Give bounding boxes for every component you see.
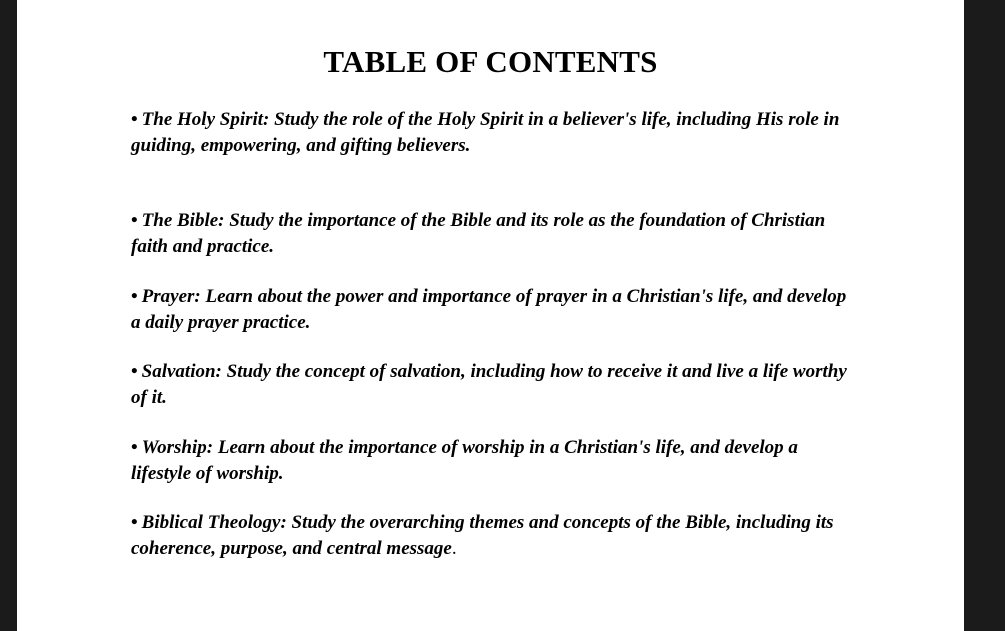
- toc-entry-text: Worship: Learn about the importance of worship in a Christian's life, and develop a lifestyle of worship.: [131, 437, 798, 484]
- toc-entry-period: .: [451, 538, 457, 559]
- toc-entry: [131, 435, 851, 487]
- toc-entry-text: Salvation: Study the concept of salvation, including how to receive it and live a life worthy of it.: [131, 361, 847, 408]
- toc-entry: [131, 284, 851, 336]
- bullet-icon: •: [131, 361, 138, 382]
- bullet-icon: •: [131, 109, 138, 130]
- toc-entry-text: Prayer: Learn about the power and importance of prayer in a Christian's life, and develop a daily prayer practice.: [131, 286, 847, 333]
- toc-entry-text: Biblical Theology: Study the overarching themes and concepts of the Bible, including its coherence, purpose, and central message: [131, 512, 834, 559]
- bullet-icon: •: [131, 286, 138, 307]
- toc-entry: [131, 510, 851, 562]
- page-title: TABLE OF CONTENTS: [323, 44, 658, 79]
- bullet-icon: •: [131, 437, 138, 458]
- toc-entry: [131, 107, 851, 159]
- toc-entry-text: The Bible: Study the importance of the Bible and its role as the foundation of Christian faith and practice.: [131, 210, 826, 257]
- toc-entry: [131, 208, 851, 260]
- bullet-icon: •: [131, 512, 138, 533]
- toc-entry-text: The Holy Spirit: Study the role of the Holy Spirit in a believer's life, including His role in guiding, empowering, and gifting believers.: [131, 109, 840, 156]
- toc-entry: [131, 359, 851, 411]
- document-page: [17, 0, 964, 631]
- bullet-icon: •: [131, 210, 138, 231]
